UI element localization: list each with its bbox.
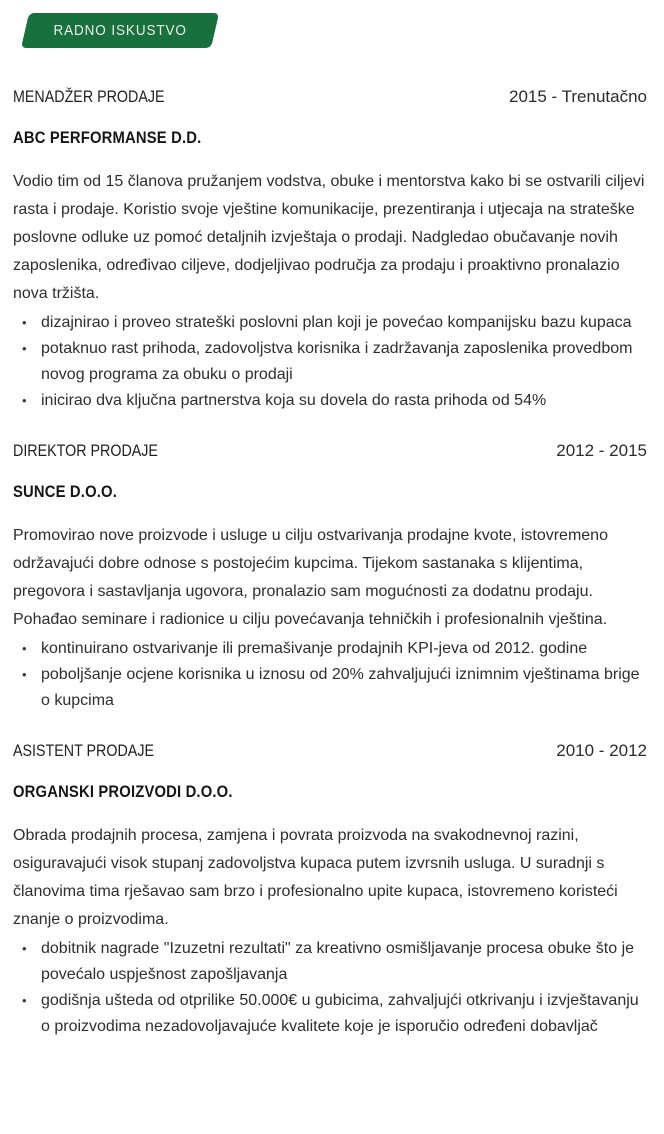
job-title: DIREKTOR PRODAJE (13, 441, 158, 460)
job-dates: 2010 - 2012 (556, 741, 647, 760)
bullet-item: • dobitnik nagrade "Izuzetni rezultati" za kreativno osmišljavanje procesa obuke što je povećalo uspješnost zapošljavanja (13, 936, 647, 988)
bullet-item: • poboljšanje ocjene korisnika u iznosu od 20% zahvaljujući iznimnim vještinama brige o kupcima (13, 662, 647, 714)
job-bullet-list (13, 936, 647, 1040)
job-summary: Vodio tim od 15 članova pružanjem vodstva, obuke i mentorstva kako bi se ostvarili ciljevi rasta i prodaje. Koristio svoje vještine komunikacije, prezentiranja i utjecaja na strateške poslovne odluke uz pomoć detaljnih izvještaja o prodaji. Nadgledao obučavanje novih zaposlenika, određivao ciljeve, dodjeljivao područja za prodaju i proaktivno pronalazio nova tržišta. (13, 173, 645, 302)
job-entry-1 (13, 87, 647, 414)
bullet-item: • kontinuirano ostvarivanje ili premašivanje prodajnih KPI-jeva od 2012. godine (13, 636, 647, 662)
job-bullet-list (13, 636, 647, 714)
job-title: ASISTENT PRODAJE (13, 741, 154, 760)
job-entry-2 (13, 441, 647, 714)
job-bullet-list (13, 310, 647, 414)
company-name: SUNCE D.O.O. (13, 482, 117, 501)
company-name: ORGANSKI PROIZVODI D.O.O. (13, 782, 233, 801)
job-entry-3 (13, 741, 647, 1040)
section-title: RADNO ISKUSTVO (53, 22, 187, 39)
job-dates: 2012 - 2015 (556, 441, 647, 460)
job-summary: Promovirao nove proizvode i usluge u cilju ostvarivanja prodajne kvote, istovremeno održavajući dobre odnose s postojećim kupcima. Tijekom sastanaka s klijentima, pregovora i sastavljanja ugovora, pronalazio sam mogućnosti za dodatnu prodaju. Pohađao seminare i radionice u cilju povećavanja tehničkih i profesionalnih vještina. (13, 527, 608, 628)
job-header (13, 87, 647, 107)
section-badge (21, 13, 219, 48)
job-header (13, 441, 647, 461)
bullet-item: • dizajnirao i proveo strateški poslovni plan koji je povećao kompanijsku bazu kupaca (13, 310, 647, 336)
job-summary: Obrada prodajnih procesa, zamjena i povrata proizvoda na svakodnevnoj razini, osiguravajući visok stupanj zadovoljstva kupaca putem izvrsnih usluga. U suradnji s članovima tima rješavao sam brzo i profesionalno upite kupaca, istovremeno koristeći znanje o proizvodima. (13, 827, 618, 928)
bullet-item: • potaknuo rast prihoda, zadovoljstva korisnika i zadržavanja zaposlenika provedbom novog programa za obuku o prodaji (13, 336, 647, 388)
company-name: ABC PERFORMANSE D.D. (13, 128, 202, 147)
job-title: MENADŽER PRODAJE (13, 87, 165, 106)
bullet-item: • godišnja ušteda od otprilike 50.000€ u gubicima, zahvaljujći otkrivanju i izvještavanju o proizvodima nezadovoljavajuće kvalitete koje je isporučio određeni dobavljač (13, 988, 647, 1040)
job-dates: 2015 - Trenutačno (509, 87, 647, 106)
bullet-item: • inicirao dva ključna partnerstva koja su dovela do rasta prihoda od 54% (13, 388, 647, 414)
job-header (13, 741, 647, 761)
